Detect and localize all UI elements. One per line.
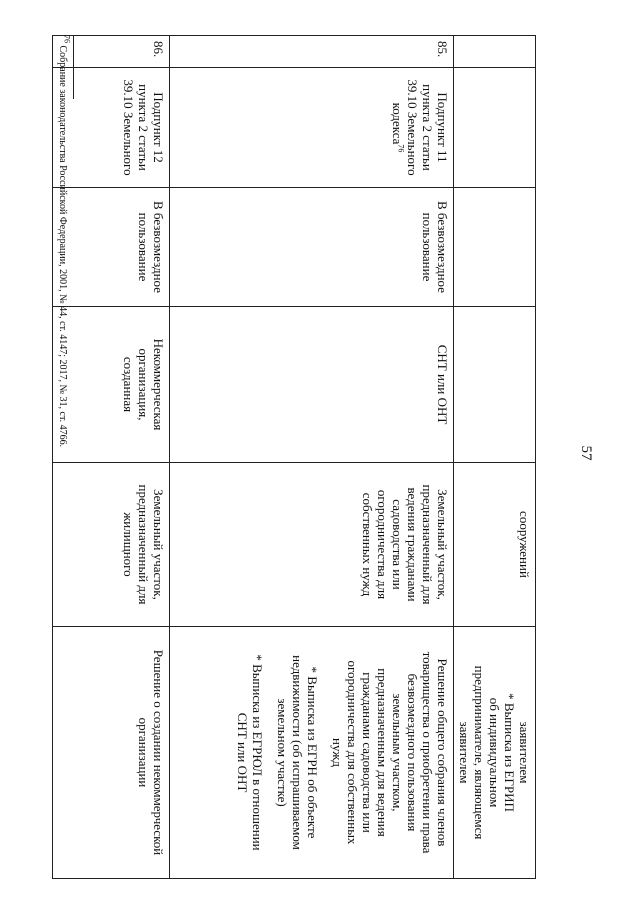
legal-basis-text: 39.10 Земельного	[121, 79, 136, 176]
row-number-cell	[454, 36, 536, 68]
documents-text: организации	[136, 717, 151, 788]
documents-text: * Выписка из ЕГРЮЛ в отношении	[250, 654, 265, 851]
legal-basis-cell	[454, 68, 536, 188]
land-plot-text: предназначенный для	[136, 484, 151, 605]
land-plot-cell	[170, 463, 454, 627]
legal-basis-text	[390, 72, 405, 183]
land-plot-text: садоводства или	[390, 499, 405, 590]
applicant-text: СНТ или ОНТ	[435, 344, 450, 425]
spacer	[320, 631, 330, 874]
land-plot-text: Земельный участок,	[151, 489, 166, 600]
documents-text: товарищества о приобретении права	[420, 651, 435, 854]
page-number: 57	[578, 445, 594, 461]
land-plot-text: жилищного	[121, 512, 136, 577]
right-type-cell	[53, 188, 170, 307]
table-row	[53, 36, 170, 879]
documents-text: заявителем	[457, 721, 472, 784]
applicant-cell	[170, 307, 454, 463]
applicant-text: организация,	[136, 348, 151, 421]
footnote-reference: 76	[396, 144, 406, 153]
documents-text: заявителем	[517, 721, 532, 784]
documents-text: предназначенным для ведения	[375, 668, 390, 837]
documents-text: об индивидуальном	[487, 697, 502, 808]
documents-text: земельным участком,	[390, 693, 405, 812]
legal-basis-cell	[170, 68, 454, 188]
right-type-text: В безвозмездное	[151, 201, 166, 293]
land-plot-text: сооружений	[517, 511, 532, 578]
land-plot-text: ведения гражданами	[405, 487, 420, 602]
right-type-text: пользование	[136, 212, 151, 282]
documents-text: недвижимости (об испрашиваемом	[290, 655, 305, 850]
land-plot-cell	[53, 463, 170, 627]
legal-basis-text: Подпункт 11	[435, 92, 450, 163]
legal-basis-text: пункта 2 статьи	[136, 84, 151, 171]
documents-text: земельном участке)	[275, 698, 290, 807]
right-type-cell	[454, 188, 536, 307]
footnote-text: Собрание законодательства Российской Федерации, 2001, № 44, ст. 4147; 2017, № 31, ст. 4766.	[57, 45, 68, 448]
footnote-marker: 76	[62, 35, 72, 43]
legal-basis-text: Подпункт 12	[151, 92, 166, 163]
documents-text: безвозмездного пользования	[405, 673, 420, 832]
land-plot-text: предназначенный для	[420, 484, 435, 605]
applicant-cell	[53, 307, 170, 463]
documents-cell	[53, 627, 170, 879]
land-plot-cell	[454, 463, 536, 627]
right-type-text: В безвозмездное	[435, 201, 450, 293]
legal-basis-text: пункта 2 статьи	[420, 84, 435, 171]
land-plot-text: огородничества для	[375, 489, 390, 600]
documents-text: огородничества для собственных	[345, 660, 360, 845]
table-row	[170, 36, 454, 879]
table-row	[454, 36, 536, 879]
row-number: 86.	[151, 41, 166, 58]
services-table	[52, 35, 536, 879]
footnote-divider	[73, 35, 74, 99]
applicant-text: созданная	[121, 356, 136, 413]
documents-text: * Выписка из ЕГРИП	[502, 693, 517, 812]
documents-text: гражданами садоводства или	[360, 672, 375, 833]
documents-cell	[454, 627, 536, 879]
documents-text: Решение общего собрания членов	[435, 658, 450, 847]
documents-text: * Выписка из ЕГРН об объекте	[305, 666, 320, 839]
legal-basis-text: 39.10 Земельного	[405, 79, 420, 176]
documents-cell	[170, 627, 454, 879]
right-type-text: пользование	[420, 212, 435, 282]
documents-text: предпринимателе, являющемся	[472, 665, 487, 840]
documents-text: нужд	[330, 738, 345, 767]
applicant-text: Некоммерческая	[151, 338, 166, 431]
footnote	[56, 35, 72, 675]
spacer	[265, 631, 275, 874]
row-number-cell	[170, 36, 454, 68]
right-type-cell	[170, 188, 454, 307]
applicant-cell	[454, 307, 536, 463]
documents-text: Решение о создании некоммерческой	[151, 649, 166, 856]
documents-text: СНТ или ОНТ	[235, 712, 250, 793]
legal-basis-text: кодекса	[390, 102, 405, 145]
land-plot-text: Земельный участок,	[435, 489, 450, 600]
land-plot-text: собственных нужд	[360, 492, 375, 597]
legal-basis-cell	[53, 68, 170, 188]
row-number: 85.	[435, 41, 450, 58]
